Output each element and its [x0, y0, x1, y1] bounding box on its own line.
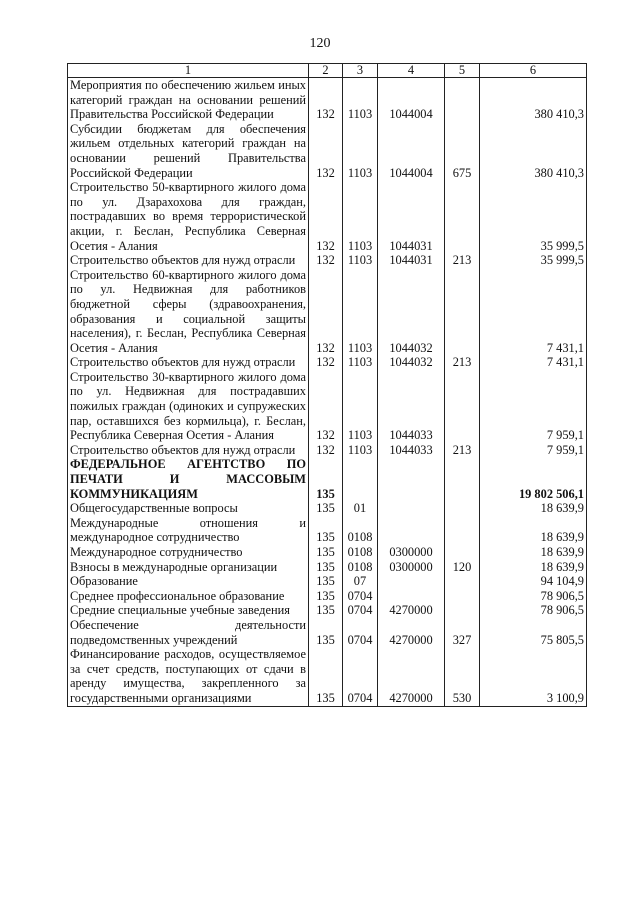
cell-ministry-code: 135 — [309, 574, 343, 589]
cell-target-code — [378, 457, 445, 501]
header-col-1: 1 — [68, 64, 309, 78]
cell-amount: 19 802 506,1 — [480, 457, 587, 501]
cell-expense-type: 120 — [445, 560, 480, 575]
cell-section-code: 0704 — [343, 647, 378, 706]
cell-section-code: 1103 — [343, 268, 378, 356]
table-row — [68, 122, 587, 180]
cell-name: Образование — [68, 574, 309, 589]
cell-ministry-code: 132 — [309, 78, 343, 122]
cell-ministry-code: 135 — [309, 589, 343, 604]
cell-target-code — [378, 589, 445, 604]
cell-expense-type — [445, 457, 480, 501]
cell-expense-type: 675 — [445, 122, 480, 180]
cell-amount: 35 999,5 — [480, 253, 587, 268]
cell-name: Строительство объектов для нужд отрасли — [68, 355, 309, 370]
cell-name: Строительство 50-квартирного жилого дома по ул. Дзарахохова для граждан, пострадавших во время террористической акции, г. Беслан, Республика Северная Осетия - Алания — [68, 180, 309, 253]
cell-target-code: 1044004 — [378, 122, 445, 180]
cell-ministry-code: 132 — [309, 268, 343, 356]
cell-amount: 78 906,5 — [480, 603, 587, 618]
cell-section-code — [343, 457, 378, 501]
cell-section-code: 01 — [343, 501, 378, 516]
cell-name: Строительство 30-квартирного жилого дома по ул. Недвижная для пострадавших пожилых граждан (одиноких и супружеских пар, оставшихся без кормильца), г. Беслан, Республика Северная Осетия - Алания — [68, 370, 309, 443]
cell-ministry-code: 135 — [309, 647, 343, 706]
table-row — [68, 443, 587, 458]
table-row — [68, 501, 587, 516]
table-row — [68, 457, 587, 501]
cell-amount: 18 639,9 — [480, 560, 587, 575]
cell-target-code: 4270000 — [378, 618, 445, 647]
cell-expense-type: 213 — [445, 355, 480, 370]
cell-target-code: 4270000 — [378, 603, 445, 618]
cell-name: Субсидии бюджетам для обеспечения жильем отдельных категорий граждан на основании решений Правительства Российской Федерации — [68, 122, 309, 180]
cell-target-code: 1044033 — [378, 370, 445, 443]
table-row — [68, 647, 587, 706]
page-number: 120 — [309, 36, 331, 51]
cell-expense-type — [445, 545, 480, 560]
cell-name: ФЕДЕРАЛЬНОЕ АГЕНТСТВО ПО ПЕЧАТИ И МАССОВЫМ КОММУНИКАЦИЯМ — [68, 457, 309, 501]
cell-ministry-code: 135 — [309, 560, 343, 575]
cell-section-code: 1103 — [343, 180, 378, 253]
cell-ministry-code: 132 — [309, 443, 343, 458]
header-col-4: 4 — [378, 64, 445, 78]
cell-target-code: 1044031 — [378, 180, 445, 253]
cell-section-code: 0704 — [343, 618, 378, 647]
cell-amount: 35 999,5 — [480, 180, 587, 253]
cell-expense-type — [445, 268, 480, 356]
cell-section-code: 1103 — [343, 122, 378, 180]
cell-amount: 18 639,9 — [480, 545, 587, 560]
cell-ministry-code: 135 — [309, 501, 343, 516]
cell-expense-type — [445, 589, 480, 604]
cell-name: Международные отношения и международное сотрудничество — [68, 516, 309, 545]
cell-section-code: 0704 — [343, 589, 378, 604]
cell-name: Общегосударственные вопросы — [68, 501, 309, 516]
table-row — [68, 618, 587, 647]
cell-section-code: 1103 — [343, 370, 378, 443]
table-row — [68, 560, 587, 575]
table-row — [68, 180, 587, 253]
cell-expense-type: 213 — [445, 443, 480, 458]
cell-target-code — [378, 501, 445, 516]
cell-name: Строительство объектов для нужд отрасли — [68, 443, 309, 458]
cell-expense-type — [445, 78, 480, 122]
table-row — [68, 78, 587, 122]
cell-ministry-code: 135 — [309, 457, 343, 501]
cell-amount: 18 639,9 — [480, 516, 587, 545]
cell-section-code: 1103 — [343, 78, 378, 122]
cell-section-code: 1103 — [343, 443, 378, 458]
table-row — [68, 574, 587, 589]
cell-ministry-code: 132 — [309, 122, 343, 180]
cell-name: Мероприятия по обеспечению жильем иных категорий граждан на основании решений Правительства Российской Федерации — [68, 78, 309, 122]
cell-name: Средние специальные учебные заведения — [68, 603, 309, 618]
cell-section-code: 1103 — [343, 355, 378, 370]
cell-section-code: 0704 — [343, 603, 378, 618]
table-body — [68, 78, 587, 707]
cell-expense-type — [445, 516, 480, 545]
header-col-6: 6 — [480, 64, 587, 78]
cell-amount: 380 410,3 — [480, 78, 587, 122]
cell-ministry-code: 135 — [309, 603, 343, 618]
cell-amount: 78 906,5 — [480, 589, 587, 604]
cell-target-code: 0300000 — [378, 560, 445, 575]
cell-ministry-code: 132 — [309, 253, 343, 268]
cell-section-code: 0108 — [343, 560, 378, 575]
table-row — [68, 603, 587, 618]
cell-target-code: 1044032 — [378, 268, 445, 356]
cell-name: Взносы в международные организации — [68, 560, 309, 575]
cell-expense-type — [445, 603, 480, 618]
cell-amount: 7 431,1 — [480, 268, 587, 356]
header-col-3: 3 — [343, 64, 378, 78]
cell-ministry-code: 132 — [309, 355, 343, 370]
cell-amount: 18 639,9 — [480, 501, 587, 516]
cell-amount: 7 959,1 — [480, 443, 587, 458]
cell-target-code: 1044031 — [378, 253, 445, 268]
cell-section-code: 1103 — [343, 253, 378, 268]
cell-expense-type — [445, 180, 480, 253]
cell-section-code: 0108 — [343, 545, 378, 560]
cell-amount: 380 410,3 — [480, 122, 587, 180]
table-row — [68, 355, 587, 370]
cell-target-code: 4270000 — [378, 647, 445, 706]
cell-expense-type — [445, 370, 480, 443]
cell-ministry-code: 132 — [309, 180, 343, 253]
cell-target-code: 1044033 — [378, 443, 445, 458]
cell-expense-type — [445, 501, 480, 516]
cell-target-code — [378, 574, 445, 589]
cell-amount: 94 104,9 — [480, 574, 587, 589]
cell-ministry-code: 135 — [309, 545, 343, 560]
cell-name: Финансирование расходов, осуществляемое за счет средств, поступающих от сдачи в аренду имущества, закрепленного за государственными организациями — [68, 647, 309, 706]
cell-name: Международное сотрудничество — [68, 545, 309, 560]
cell-section-code: 0108 — [343, 516, 378, 545]
cell-amount: 7 959,1 — [480, 370, 587, 443]
cell-name: Строительство 60-квартирного жилого дома по ул. Недвижная для работников бюджетной сферы (здравоохранения, образования и социальной защиты населения), г. Беслан, Республика Северная Осетия - Алания — [68, 268, 309, 356]
cell-name: Строительство объектов для нужд отрасли — [68, 253, 309, 268]
table-row — [68, 253, 587, 268]
header-col-5: 5 — [445, 64, 480, 78]
cell-expense-type: 530 — [445, 647, 480, 706]
cell-amount: 7 431,1 — [480, 355, 587, 370]
cell-name: Среднее профессиональное образование — [68, 589, 309, 604]
cell-amount: 3 100,9 — [480, 647, 587, 706]
cell-target-code: 0300000 — [378, 545, 445, 560]
table-row — [68, 545, 587, 560]
table-row — [68, 370, 587, 443]
cell-target-code: 1044032 — [378, 355, 445, 370]
cell-section-code: 07 — [343, 574, 378, 589]
cell-ministry-code: 135 — [309, 516, 343, 545]
budget-table — [67, 63, 587, 707]
cell-expense-type: 213 — [445, 253, 480, 268]
cell-expense-type — [445, 574, 480, 589]
header-row — [68, 64, 587, 78]
table-row — [68, 589, 587, 604]
cell-target-code: 1044004 — [378, 78, 445, 122]
header-col-2: 2 — [309, 64, 343, 78]
cell-amount: 75 805,5 — [480, 618, 587, 647]
cell-ministry-code: 135 — [309, 618, 343, 647]
cell-target-code — [378, 516, 445, 545]
cell-ministry-code: 132 — [309, 370, 343, 443]
table-row — [68, 516, 587, 545]
table-row — [68, 268, 587, 356]
cell-expense-type: 327 — [445, 618, 480, 647]
cell-name: Обеспечение деятельности подведомственных учреждений — [68, 618, 309, 647]
